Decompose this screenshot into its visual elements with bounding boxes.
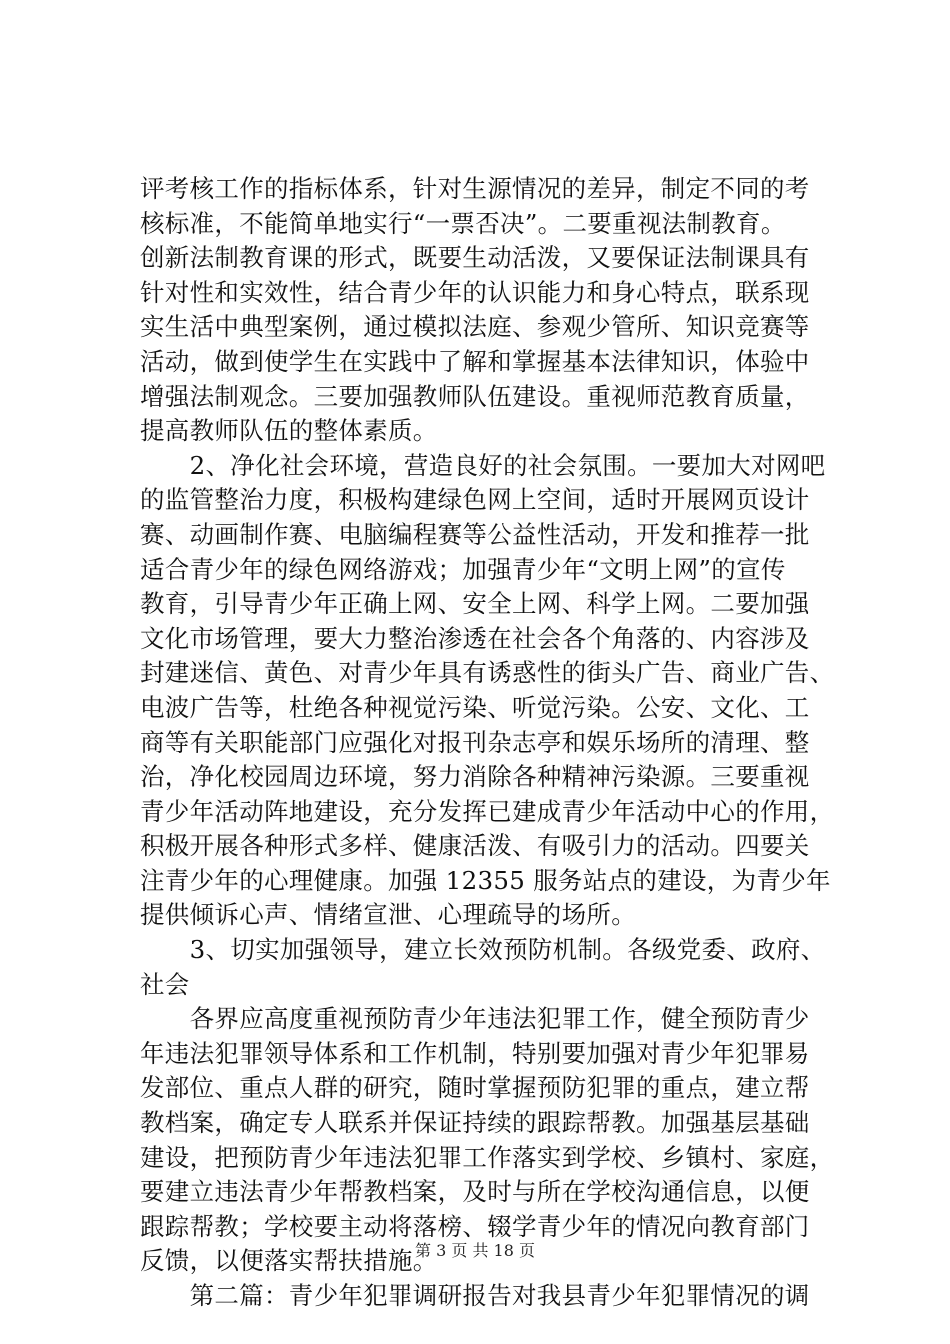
text-line: 教育，引导青少年正确上网、安全上网、科学上网。二要加强 [140,589,810,619]
text-line: 创新法制教育课的形式，既要生动活泼，又要保证法制课具有 [140,243,810,273]
page-footer [0,1241,950,1261]
text-line: 提高教师队伍的整体素质。 [140,416,438,446]
text-line: 2、净化社会环境，营造良好的社会氛围。一要加大对网吧 [140,450,826,480]
text-line: 社会 [140,969,190,999]
text-line: 发部位、重点人群的研究，随时掌握预防犯罪的重点，建立帮 [140,1073,810,1103]
text-line: 评考核工作的指标体系，针对生源情况的差异，制定不同的考 [140,174,810,203]
text-line: 适合青少年的绿色网络游戏；加强青少年“文明上网”的宣传 [140,554,786,584]
text-line: 针对性和实效性，结合青少年的认识能力和身心特点，联系现 [140,277,810,307]
page-number: 第 3 页 共 18 页 [415,1241,535,1260]
text-line: 教档案，确定专人联系并保证持续的跟踪帮教。加强基层基础 [140,1108,810,1138]
body-text [140,172,840,1314]
text-line: 增强法制观念。三要加强教师队伍建设。重视师范教育质量， [140,381,810,411]
text-line: 治，净化校园周边环境，努力消除各种精神污染源。三要重视 [140,762,810,792]
text-line: 文化市场管理，要大力整治渗透在社会各个角落的、内容涉及 [140,623,810,653]
text-line: 积极开展各种形式多样、健康活泼、有吸引力的活动。四要关 [140,831,810,861]
text-line: 各界应高度重视预防青少年违法犯罪工作，健全预防青少 [140,1004,810,1034]
text-line: 要建立违法青少年帮教档案，及时与所在学校沟通信息，以便 [140,1177,810,1207]
text-line: 商等有关职能部门应强化对报刊杂志亭和娱乐场所的清理、整 [140,727,810,757]
text-line: 赛、动画制作赛、电脑编程赛等公益性活动，开发和推荐一批 [140,519,810,549]
text-line: 第二篇：青少年犯罪调研报告对我县青少年犯罪情况的调 [140,1281,810,1310]
text-line: 注青少年的心理健康。加强 12355 服务站点的建设，为青少年 [140,865,831,895]
text-line: 反馈，以便落实帮扶措施。 [140,1246,438,1276]
text-line: 建设，把预防青少年违法犯罪工作落实到学校、乡镇村、家庭， [140,1142,835,1172]
text-line: 青少年活动阵地建设，充分发挥已建成青少年活动中心的作用， [140,796,835,826]
text-line: 跟踪帮教；学校要主动将落榜、辍学青少年的情况向教育部门 [140,1211,810,1241]
text-line: 年违法犯罪领导体系和工作机制，特别要加强对青少年犯罪易 [140,1038,810,1068]
text-line: 活动，做到使学生在实践中了解和掌握基本法律知识，体验中 [140,346,810,376]
text-line: 提供倾诉心声、情绪宣泄、心理疏导的场所。 [140,900,636,930]
text-line: 电波广告等，杜绝各种视觉污染、听觉污染。公安、文化、工 [140,692,810,722]
text-line: 核标准，不能简单地实行“一票否决”。二要重视法制教育。 [140,208,786,238]
text-line: 的监管整治力度，积极构建绿色网上空间，适时开展网页设计 [140,485,810,515]
text-line: 封建迷信、黄色、对青少年具有诱惑性的街头广告、商业广告、 [140,658,835,688]
text-line: 实生活中典型案例，通过模拟法庭、参观少管所、知识竞赛等 [140,312,810,342]
text-line: 3、切实加强领导，建立长效预防机制。各级党委、政府、 [140,935,826,965]
